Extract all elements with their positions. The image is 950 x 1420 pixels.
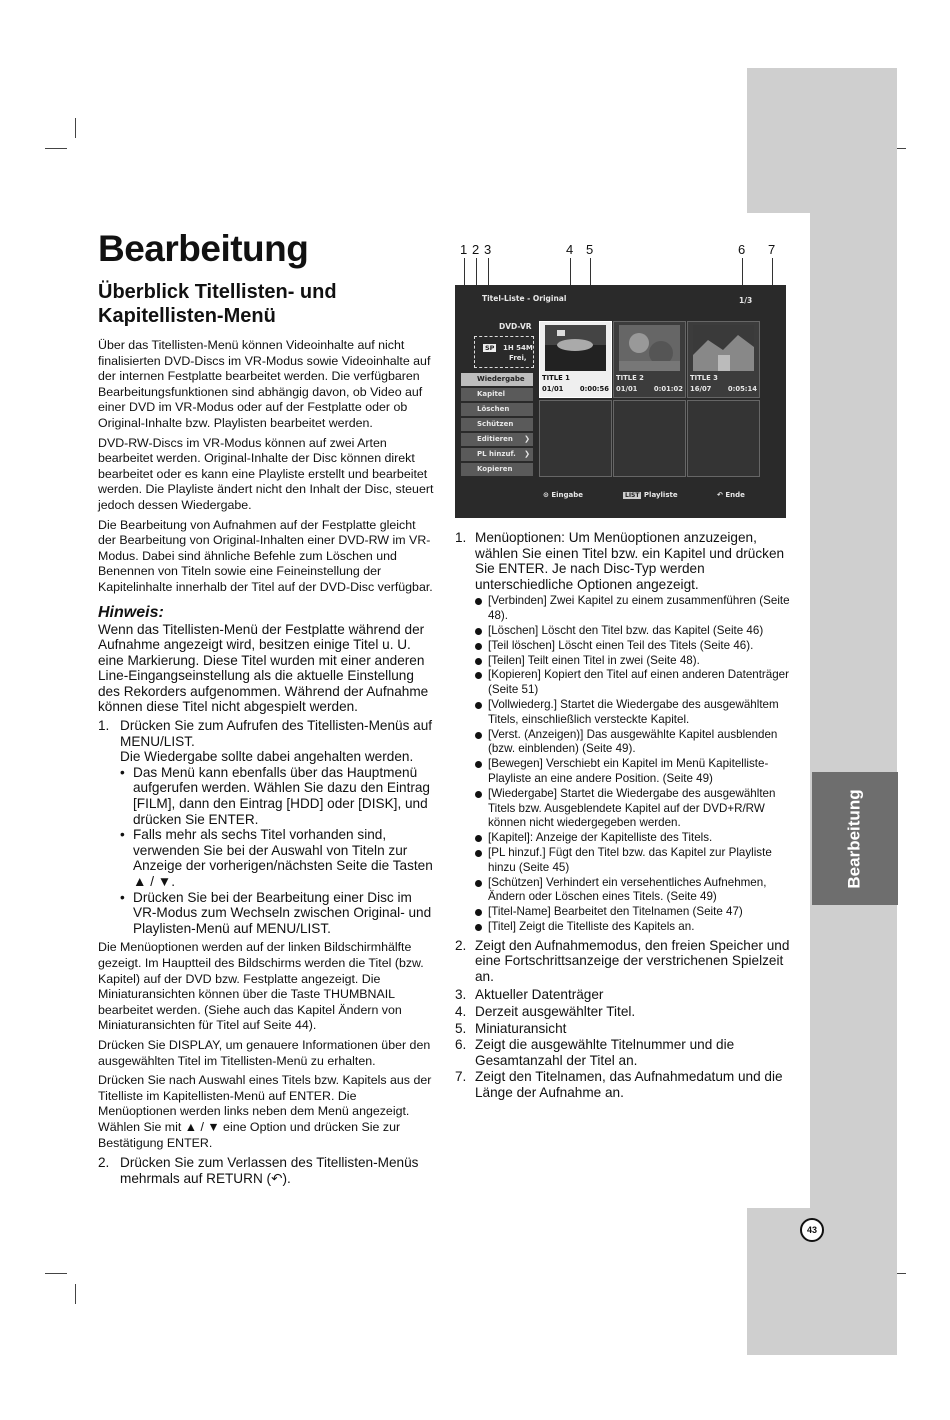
list-item-text: [Vollwiederg.] Startet die Wiedergabe des ausgewähltem Titels, einschließlich versteckte Kapitel. xyxy=(488,697,779,726)
callout-number: 4 xyxy=(566,242,574,257)
thumbnail-image xyxy=(619,325,680,371)
paragraph: Die Bearbeitung von Aufnahmen auf der Festplatte gleicht der Bearbeitung von Original-Inhalten einer DVD-RW im VR-Modus. Dabei sind ähnliche Befehle zum Löschen und Benennen von Titeln sowie eine Feineinstellung der Kapitelinhalte innerhalb der Titel auf der DVD-Disc verfügbar. xyxy=(98,517,433,594)
title-thumbnail[interactable] xyxy=(687,321,760,398)
note-heading: Hinweis: xyxy=(98,603,164,621)
menu-item-label: Editieren xyxy=(477,435,513,443)
paragraph: Über das Titellisten-Menü können Videoinhalte auf nicht finalisierten DVD-Discs im VR-Modus sowie Videoinhalte auf der internen Festplatte bearbeitet werden. Die verfügbaren Bearbeitungsfunktionen sind abhängig davon, ob Video auf einer DVD im VR-Modus oder auf der Festplatte oder ob Original-Inhalte bzw. Playlisten bearbeitet werden. xyxy=(98,338,431,430)
list-item-text: Das Menü kann ebenfalls über das Hauptmenü aufgerufen werden. Wählen Sie dazu den Eintrag [FILM], dann den Eintrag [HDD] oder [DISK], und drücken Sie ENTER. xyxy=(133,764,430,827)
step-text: Drücken Sie zum Verlassen des Titellisten-Menüs mehrmals auf RETURN (↶). xyxy=(120,1155,419,1186)
menu-item-schuetzen[interactable] xyxy=(461,418,533,431)
step-text-a: Drücken Sie zum Aufrufen des Titellisten-Menüs auf MENU/LIST. xyxy=(120,718,433,749)
list-item-text: Falls mehr als sechs Titel vorhanden sind, verwenden Sie bei der Auswahl von Titeln zur Anzeige der vorherigen/nächsten Seite die Tasten ▲ / ▼. xyxy=(133,827,433,889)
empty-thumbnail xyxy=(539,400,612,477)
list-item xyxy=(475,787,790,831)
list-item xyxy=(475,846,790,876)
options-list xyxy=(475,594,790,934)
return-icon: ↶ xyxy=(717,491,726,499)
list-item xyxy=(475,624,790,639)
legend-text: Zeigt den Titelnamen, das Aufnahmedatum und die Länge der Aufnahme an. xyxy=(475,1069,783,1101)
title-thumbnail[interactable] xyxy=(613,321,686,398)
list-item-text: [Teil löschen] Löscht einen Teil des Titels (Seite 46). xyxy=(488,638,754,652)
callout-number: 3 xyxy=(484,242,492,257)
legend-item xyxy=(455,938,790,985)
title-length: 0:01:02 xyxy=(653,385,683,393)
legend-item xyxy=(455,1004,790,1020)
menu-item-loeschen[interactable] xyxy=(461,403,533,416)
legend-item xyxy=(455,1021,790,1037)
list-item-text: [PL hinzuf.] Fügt den Titel bzw. das Kapitel zur Playliste hinzu (Seite 45) xyxy=(488,845,772,874)
list-item xyxy=(475,757,790,787)
title-list-screen xyxy=(455,285,786,518)
list-item xyxy=(475,920,790,935)
menu-item-label: Schützen xyxy=(477,420,514,428)
list-item xyxy=(475,594,790,624)
list-item: • Das Menü kann ebenfalls über das Hauptmenü aufgerufen werden. Wählen Sie dazu den Eintrag [FILM], dann den Eintrag [HDD] oder [DISK], und drücken Sie ENTER. xyxy=(120,765,436,827)
list-item xyxy=(475,905,790,920)
recording-info-box xyxy=(474,336,534,368)
footer-end xyxy=(717,491,745,499)
page-title: Bearbeitung xyxy=(98,228,309,269)
legend-item xyxy=(455,987,790,1003)
legend-number: 1. xyxy=(455,530,467,545)
title-length: 0:00:56 xyxy=(579,385,609,393)
list-item xyxy=(475,654,790,669)
crop-mark xyxy=(45,148,67,149)
side-tab-label: Bearbeitung xyxy=(845,788,864,889)
list-item-text: [Wiedergabe] Startet die Wiedergabe des ausgewählten Titels bzw. Ausgeblendete Kapitel auf der DVD+R/RW können nicht wiedergegeben werden. xyxy=(488,786,776,830)
title-name: TITLE 2 xyxy=(616,374,644,382)
section-title: Überblick Titellisten- und Kapitellisten-Menü xyxy=(98,281,337,327)
menu-item-kopieren[interactable] xyxy=(461,463,533,476)
legend-text: Zeigt die ausgewählte Titelnummer und die Gesamtanzahl der Titel an. xyxy=(475,1037,735,1068)
step-item xyxy=(98,1155,436,1186)
empty-thumbnail xyxy=(613,400,686,477)
options-menu xyxy=(461,373,533,478)
list-item-text: Drücken Sie bei der Bearbeitung einer Disc im VR-Modus zum Wechseln zwischen Original- und Playlisten-Menü auf MENU/LIST. xyxy=(133,889,432,936)
footer-enter xyxy=(543,491,583,499)
callout-number: 2 xyxy=(472,242,480,257)
list-item xyxy=(475,668,790,698)
menu-item-label: PL hinzuf. xyxy=(477,450,516,458)
legend-item xyxy=(455,1037,790,1068)
title-date: 16/07 xyxy=(690,385,712,393)
list-item xyxy=(475,728,790,758)
list-item-text: [Löschen] Löscht den Titel bzw. das Kapitel (Seite 46) xyxy=(488,623,764,637)
step-number: 2. xyxy=(98,1155,110,1171)
step-item xyxy=(98,718,436,765)
disc-label: DVD-VR xyxy=(499,322,532,331)
title-name: TITLE 1 xyxy=(542,374,570,382)
paragraph: Drücken Sie nach Auswahl eines Titels bzw. Kapitels aus der Titelliste im Kapitellisten-Menü auf ENTER. Die Menüoptionen werden links neben dem Menü angezeigt. Wählen Sie mit ▲ / ▼ eine Option und drücken Sie zur Bestätigung ENTER. xyxy=(98,1073,432,1150)
step-bullets xyxy=(120,765,436,937)
thumbnail-image xyxy=(545,325,606,371)
callout-number: 7 xyxy=(768,242,776,257)
menu-item-label: Wiedergabe xyxy=(477,375,525,383)
legend-text: Menüoptionen: Um Menüoptionen anzuzeigen, wählen Sie einen Titel bzw. ein Kapitel und drücken Sie ENTER. Je nach Disc-Typ werden unterschiedliche Optionen angezeigt. xyxy=(475,530,785,592)
paragraph: DVD-RW-Discs im VR-Modus können auf zwei Arten bearbeitet werden. Original-Inhalte der Disc können direkt bearbeitet oder es kann eine Playliste erstellt und bearbeitet werden. Die Playliste ändert nicht den Inhalt der Disc, steuert jedoch dessen Wiedergabe. xyxy=(98,435,434,512)
callout-number: 5 xyxy=(586,242,594,257)
list-item-text: [Titel] Zeigt die Titelliste des Kapitels an. xyxy=(488,919,695,933)
legend-text: Aktueller Datenträger xyxy=(475,987,604,1003)
title-name: TITLE 3 xyxy=(690,374,718,382)
title-count: 1/3 xyxy=(739,296,753,305)
list-key-icon: LIST xyxy=(625,492,640,499)
title-date: 01/01 xyxy=(616,385,638,393)
list-item-text: [Schützen] Verhindert ein versehentliches Aufnehmen, Ändern oder Löschen eines Titels. (Seite 49) xyxy=(488,875,767,904)
list-item xyxy=(475,639,790,654)
title-date: 01/01 xyxy=(542,385,564,393)
side-tab xyxy=(812,772,898,905)
mode-badge: SP xyxy=(485,344,495,352)
legend-number: 6. xyxy=(455,1037,467,1053)
legend-text: Derzeit ausgewählter Titel. xyxy=(475,1004,636,1020)
list-item-text: [Kopieren] Kopiert den Titel auf einen anderen Datenträger (Seite 51) xyxy=(488,668,789,697)
margin-bar xyxy=(747,68,897,213)
legend-number: 3. xyxy=(455,987,467,1003)
list-item xyxy=(475,831,790,846)
list-item: • Drücken Sie bei der Bearbeitung einer Disc im VR-Modus zum Wechseln zwischen Original- und Playlisten-Menü auf MENU/LIST. xyxy=(120,890,436,937)
menu-item-pl-hinzuf[interactable] xyxy=(461,448,533,461)
crop-mark xyxy=(75,118,76,138)
legend-item xyxy=(455,530,790,592)
right-column xyxy=(455,530,790,1101)
menu-item-wiedergabe[interactable] xyxy=(461,373,533,386)
title-thumbnail[interactable] xyxy=(539,321,612,398)
footer-enter-label: Eingabe xyxy=(551,491,583,499)
paragraph: Die Menüoptionen werden auf der linken Bildschirmhälfte gezeigt. Im Hauptteil des Bildschirms werden die Titel (bzw. Kapitel) auf der DVD bzw. Festplatte angezeigt. Die Miniaturansichten können über die Taste THUMBNAIL bearbeitet werden. (Siehe auch das Kapitel Ändern von Miniaturansichten für Titel auf Seite 44). xyxy=(98,940,424,1033)
list-item-text: [Teilen] Teilt einen Titel in zwei (Seite 48). xyxy=(488,653,700,667)
screen-title: Titel-Liste - Original xyxy=(482,294,567,303)
enter-icon: ⊙ xyxy=(543,491,552,499)
left-column xyxy=(98,228,436,1186)
step-text-b: Die Wiedergabe sollte dabei angehalten werden. xyxy=(120,749,414,765)
step-number: 1. xyxy=(98,718,110,734)
note-text: Wenn das Titellisten-Menü der Festplatte während der Aufnahme angezeigt wird, besitzen einige Titel u. U. eine Markierung. Diese Titel wurden mit einer anderen Line-Eingangseinstellung als die aktuelle Einstellung des Rekorders aufgenommen. Während der Aufnahme können diese Titel nicht abgespielt werden. xyxy=(98,621,429,715)
list-item: • Falls mehr als sechs Titel vorhanden sind, verwenden Sie bei der Auswahl von Titeln zur Anzeige der vorherigen/nächsten Seite die Tasten ▲ / ▼. xyxy=(120,827,436,889)
list-item-text: [Verbinden] Zwei Kapitel zu einem zusammenführen (Seite 48). xyxy=(488,594,790,623)
callout-number: 1 xyxy=(460,242,468,257)
menu-item-label: Kopieren xyxy=(477,465,513,473)
chevron-right-icon: ❯ xyxy=(524,450,530,458)
legend-text: Miniaturansicht xyxy=(475,1020,567,1036)
crop-mark xyxy=(45,1273,67,1274)
paragraph: Drücken Sie DISPLAY, um genauere Informationen über den ausgewählten Titel im Titellisten-Menü zu erhalten. xyxy=(98,1037,431,1068)
list-item-text: [Bewegen] Verschiebt ein Kapitel im Menü Kapitelliste-Playliste an eine andere Position. (Seite 49) xyxy=(488,757,769,785)
legend-item xyxy=(455,1069,790,1100)
list-item-text: [Titel-Name] Bearbeitet den Titelnamen (Seite 47) xyxy=(488,905,743,919)
crop-mark xyxy=(75,1284,76,1304)
thumbnail-image xyxy=(693,325,754,371)
footer-end-label: Ende xyxy=(725,491,745,499)
page-number: 43 xyxy=(800,1218,824,1242)
free-label: Frei, xyxy=(509,354,527,362)
legend-number: 4. xyxy=(455,1004,467,1020)
title-length: 0:05:14 xyxy=(727,385,757,393)
list-item-text: [Kapitel]: Anzeige der Kapitelliste des Titels. xyxy=(488,831,713,845)
margin-bar xyxy=(810,213,897,1208)
footer-playlist-label: Playliste xyxy=(643,491,678,499)
chevron-right-icon: ❯ xyxy=(524,435,530,443)
callout-number: 6 xyxy=(738,242,746,257)
legend-number: 7. xyxy=(455,1069,467,1085)
step-text xyxy=(120,718,436,765)
menu-item-editieren[interactable] xyxy=(461,433,533,446)
legend-number: 5. xyxy=(455,1020,467,1036)
list-item xyxy=(475,876,790,906)
menu-item-kapitel[interactable] xyxy=(461,388,533,401)
list-item xyxy=(475,698,790,728)
empty-thumbnail xyxy=(687,400,760,477)
menu-item-label: Löschen xyxy=(477,405,510,413)
legend-text: Zeigt den Aufnahmemodus, den freien Speicher und eine Fortschrittsanzeige der verstrichenen Spielzeit an. xyxy=(475,937,790,984)
legend-number: 2. xyxy=(455,937,467,953)
footer-playlist xyxy=(623,491,678,499)
remaining-time: 1H 54M xyxy=(503,344,533,352)
list-item-text: [Verst. (Anzeigen)] Das ausgewählte Kapitel ausblenden (bzw. einblenden) (Seite 49). xyxy=(488,727,778,756)
menu-item-label: Kapitel xyxy=(477,390,506,398)
